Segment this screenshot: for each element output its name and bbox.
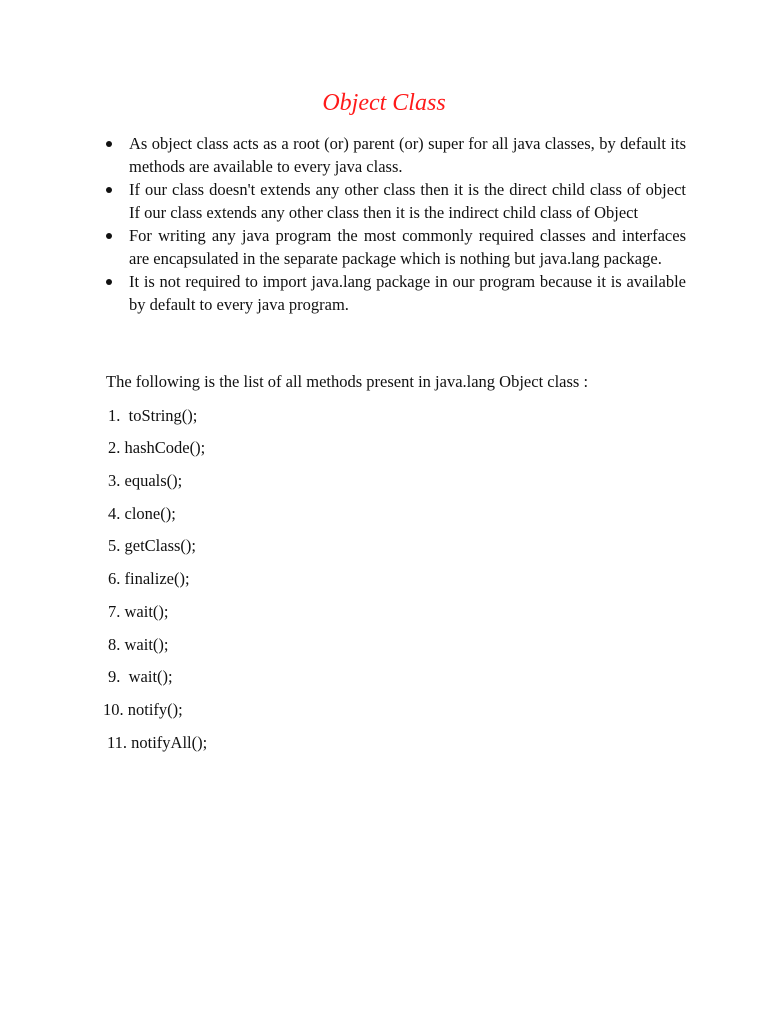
method-item: 8. wait();: [108, 635, 169, 654]
method-item: 4. clone();: [108, 504, 176, 523]
method-item: 11. notifyAll();: [107, 733, 208, 752]
bullet-item: [106, 132, 686, 178]
bullet-text: As object class acts as a root (or) parent (or) super for all java classes, by default its methods are available to every java class.: [129, 134, 686, 176]
method-item: 9. wait();: [108, 667, 173, 686]
method-item: 10. notify();: [103, 700, 183, 719]
bullet-text: For writing any java program the most commonly required classes and interfaces are encapsulated in the separate package which is nothing but java.lang package.: [129, 226, 686, 268]
method-item: 1. toString();: [108, 406, 198, 425]
bullet-list: [106, 132, 686, 316]
bullet-item: [106, 178, 686, 224]
bullet-text: If our class doesn't extends any other class then it is the direct child class of object If our class extends any other class then it is the indirect child class of Object: [129, 180, 686, 222]
method-item: 7. wait();: [108, 602, 169, 621]
bullet-dot-icon: [106, 187, 112, 193]
method-item: 3. equals();: [108, 471, 183, 490]
bullet-dot-icon: [106, 279, 112, 285]
bullet-text: It is not required to import java.lang package in our program because it is available by default to every java program.: [129, 272, 686, 314]
method-item: 5. getClass();: [108, 536, 196, 555]
method-item: 2. hashCode();: [108, 438, 206, 457]
bullet-dot-icon: [106, 233, 112, 239]
bullet-item: [106, 224, 686, 270]
page-title: Object Class: [322, 90, 446, 116]
bullet-dot-icon: [106, 141, 112, 147]
methods-intro: The following is the list of all methods present in java.lang Object class :: [106, 372, 589, 391]
method-item: 6. finalize();: [108, 569, 190, 588]
bullet-item: [106, 270, 686, 316]
